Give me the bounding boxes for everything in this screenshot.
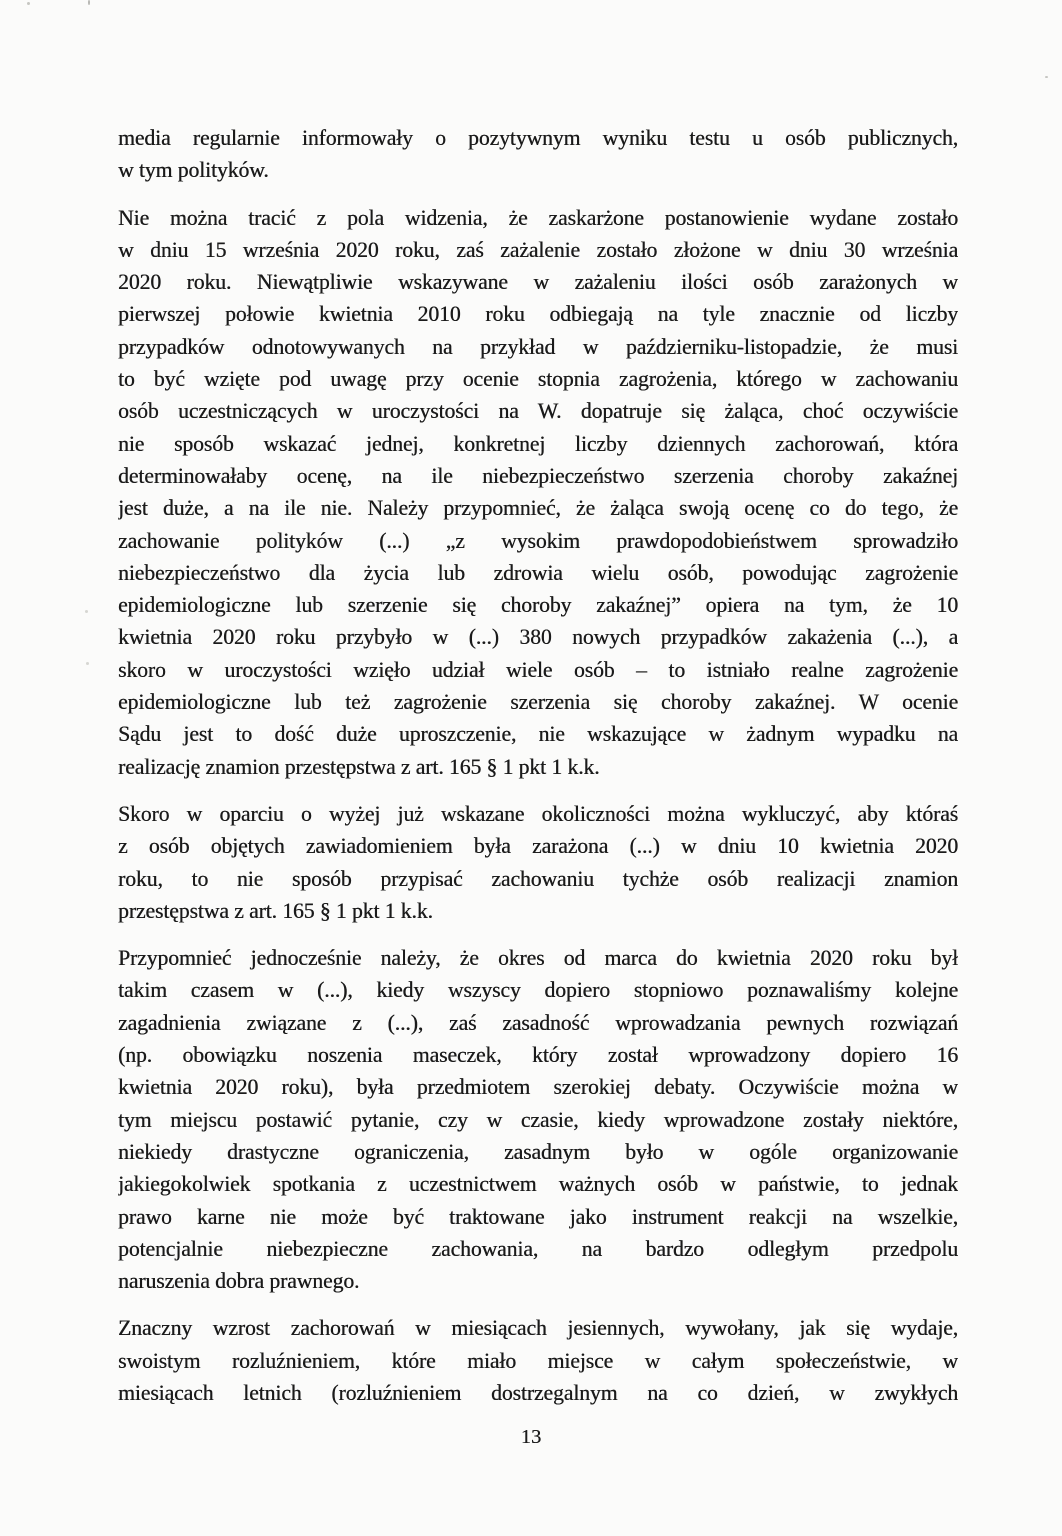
scan-speck [85, 610, 88, 613]
text-line: roku, to nie sposób przypisać zachowaniu tychże osób realizacji znamion [118, 866, 958, 891]
text-line: determinowałaby ocenę, na ile niebezpieczeństwo szerzenia choroby zakaźnej [118, 463, 958, 488]
text-line: pierwszej połowie kwietnia 2010 roku odbiegają na tyle znacznie od liczby [118, 302, 958, 327]
paragraph [118, 942, 958, 1297]
text-line: kwietnia 2020 roku), była przedmiotem szerokiej debaty. Oczywiście można w [118, 1075, 958, 1100]
text-line: w dniu 15 września 2020 roku, zaś zażalenie zostało złożone w dniu 30 września [118, 237, 958, 262]
text-line: Skoro w oparciu o wyżej już wskazane okoliczności można wykluczyć, aby któraś [118, 801, 958, 826]
text-line: nie sposób wskazać jednej, konkretnej liczby dziennych zachorowań, która [118, 431, 958, 456]
paragraph [118, 202, 958, 783]
text-line: w tym polityków. [118, 158, 269, 183]
text-line: Nie można tracić z pola widzenia, że zaskarżone postanowienie wydane zostało [118, 205, 958, 230]
text-line: przypadków odnotowywanych na przykład w październiku-listopadzie, że musi [118, 334, 958, 359]
text-line: zachowanie polityków (...) „z wysokim prawdopodobieństwem sprowadziło [118, 528, 958, 553]
text-line: epidemiologiczne lub szerzenie się choroby zakaźnej” opiera na tym, że 10 [118, 593, 958, 618]
text-line: potencjalnie niebezpieczne zachowania, na bardzo odległym przedpolu [118, 1236, 958, 1261]
text-line: kwietnia 2020 roku przybyło w (...) 380 nowych przypadków zakażenia (...), a [118, 625, 958, 650]
text-line: z osób objętych zawiadomieniem była zarażona (...) w dniu 10 kwietnia 2020 [118, 834, 958, 859]
scan-speck [88, 0, 90, 5]
text-line: Przypomnieć jednocześnie należy, że okres od marca do kwietnia 2020 roku był [118, 946, 958, 971]
text-line: miesiącach letnich (rozluźnieniem dostrzegalnym na co dzień, w zwykłych [118, 1380, 958, 1405]
text-line: osób uczestniczących w uroczystości na W. dopatruje się żaląca, choć oczywiście [118, 399, 958, 424]
document-body [118, 122, 958, 1424]
scan-speck [1045, 76, 1048, 78]
text-line: naruszenia dobra prawnego. [118, 1269, 360, 1294]
text-line: jakiegokolwiek spotkania z uczestnictwem ważnych osób w państwie, to jednak [118, 1172, 958, 1197]
text-line: przestępstwa z art. 165 § 1 pkt 1 k.k. [118, 898, 433, 923]
paragraph [118, 798, 958, 927]
text-line: takim czasem w (...), kiedy wszyscy dopiero stopniowo poznawaliśmy kolejne [118, 978, 958, 1003]
text-line: Znaczny wzrost zachorowań w miesiącach jesiennych, wywołany, jak się wydaje, [118, 1316, 958, 1341]
page-number: 13 [520, 1426, 542, 1448]
text-line: Sądu jest to dość duże uproszczenie, nie wskazujące w żadnym wypadku na [118, 722, 958, 747]
text-line: 2020 roku. Niewątpliwie wskazywane w zażaleniu ilości osób zarażonych w [118, 270, 958, 295]
text-line: skoro w uroczystości wzięło udział wiele osób – to istniało realne zagrożenie [118, 657, 958, 682]
text-line: zagadnienia związane z (...), zaś zasadność wprowadzania pewnych rozwiązań [118, 1010, 958, 1035]
text-line: to być wzięte pod uwagę przy ocenie stopnia zagrożenia, którego w zachowaniu [118, 367, 958, 392]
text-line: tym miejscu postawić pytanie, czy w czasie, kiedy wprowadzone zostały niektóre, [118, 1107, 958, 1132]
text-line: prawo karne nie może być traktowane jako instrument reakcji na wszelkie, [118, 1204, 958, 1229]
scan-speck [86, 662, 89, 665]
text-line: swoistym rozluźnieniem, które miało miejsce w całym społeczeństwie, w [118, 1348, 958, 1373]
text-line: (np. obowiązku noszenia maseczek, który został wprowadzony dopiero 16 [118, 1043, 958, 1068]
paragraph [118, 1312, 958, 1409]
paragraph [118, 122, 958, 187]
scan-speck [27, 2, 30, 5]
text-line: realizację znamion przestępstwa z art. 165 § 1 pkt 1 k.k. [118, 754, 600, 779]
text-line: jest duże, a na ile nie. Należy przypomnieć, że żaląca swoją ocenę co do tego, że [118, 496, 958, 521]
text-line: niekiedy drastyczne ograniczenia, zasadnym było w ogóle organizowanie [118, 1139, 958, 1164]
text-line: media regularnie informowały o pozytywnym wyniku testu u osób publicznych, [118, 126, 958, 150]
text-line: niebezpieczeństwo dla życia lub zdrowia wielu osób, powodując zagrożenie [118, 560, 958, 585]
text-line: epidemiologiczne lub też zagrożenie szerzenia się choroby zakaźnej. W ocenie [118, 690, 958, 715]
